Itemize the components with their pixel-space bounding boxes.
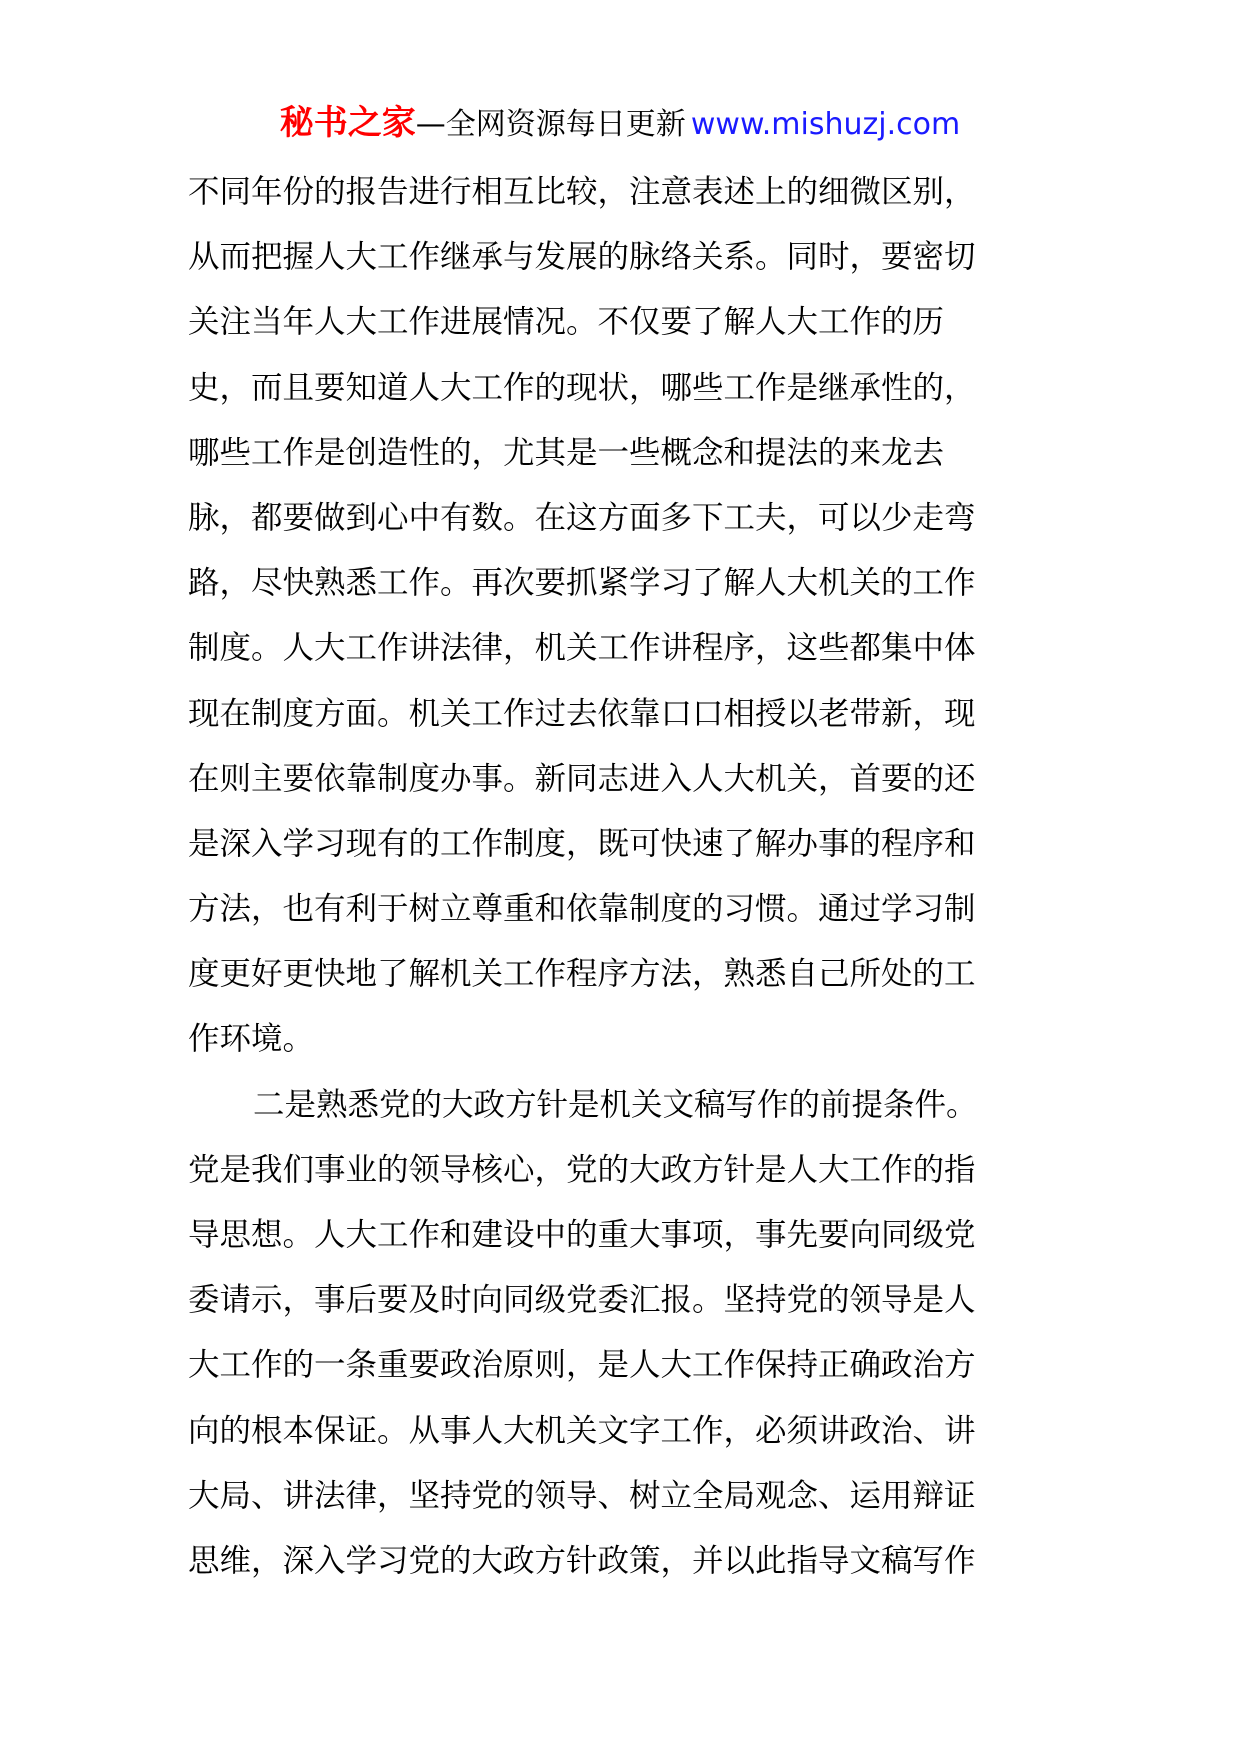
text-line: 方法，也有利于树立尊重和依靠制度的习惯。通过学习制 [188,891,976,928]
text-line: 不同年份的报告进行相互比较，注意表述上的细微区别， [188,174,976,210]
header-site-url[interactable]: www.mishuzj.com [690,107,961,142]
text-line: 路，尽快熟悉工作。再次要抓紧学习了解人大机关的工作 [188,565,976,602]
text-line: 脉，都要做到心中有数。在这方面多下工夫，可以少走弯 [188,499,976,536]
text-line: 作环境。 [188,1021,315,1058]
text-line: 是深入学习现有的工作制度，既可快速了解办事的程序和 [188,825,976,862]
text-line: 大工作的一条重要政治原则，是人大工作保持正确政治方 [188,1347,976,1384]
text-line: 史，而且要知道人大工作的现状，哪些工作是继承性的， [188,369,976,406]
text-line: 思维，深入学习党的大政方针政策，并以此指导文稿写作 [188,1542,976,1579]
text-line: 哪些工作是创造性的，尤其是一些概念和提法的来龙去 [188,434,945,471]
text-line: 向的根本保证。从事人大机关文字工作，必须讲政治、讲 [188,1412,976,1449]
text-line: 委请示，事后要及时向同级党委汇报。坚持党的领导是人 [188,1282,976,1319]
paragraph-start-line: 二是熟悉党的大政方针是机关文稿写作的前提条件。 [253,1086,978,1123]
text-line: 度更好更快地了解机关工作程序方法，熟悉自己所处的工 [188,956,976,993]
text-line: 关注当年人大工作进展情况。不仅要了解人大工作的历 [188,304,945,341]
text-line: 大局、讲法律，坚持党的领导、树立全局观念、运用辩证 [188,1477,976,1514]
text-line: 在则主要依靠制度办事。新同志进入人大机关，首要的还 [188,760,976,797]
text-line: 现在制度方面。机关工作过去依靠口口相授以老带新，现 [188,695,976,732]
body-text [188,160,1058,1594]
text-line: 导思想。人大工作和建设中的重大事项，事先要向同级党 [188,1217,976,1253]
page-header [0,101,1240,151]
header-tagline: —全网资源每日更新 [415,107,686,142]
text-line: 制度。人大工作讲法律，机关工作讲程序，这些都集中体 [188,630,976,667]
header-brand: 秘书之家 [279,103,416,143]
text-line: 从而把握人大工作继承与发展的脉络关系。同时，要密切 [188,239,976,276]
text-line: 党是我们事业的领导核心，党的大政方针是人大工作的指 [188,1151,976,1188]
